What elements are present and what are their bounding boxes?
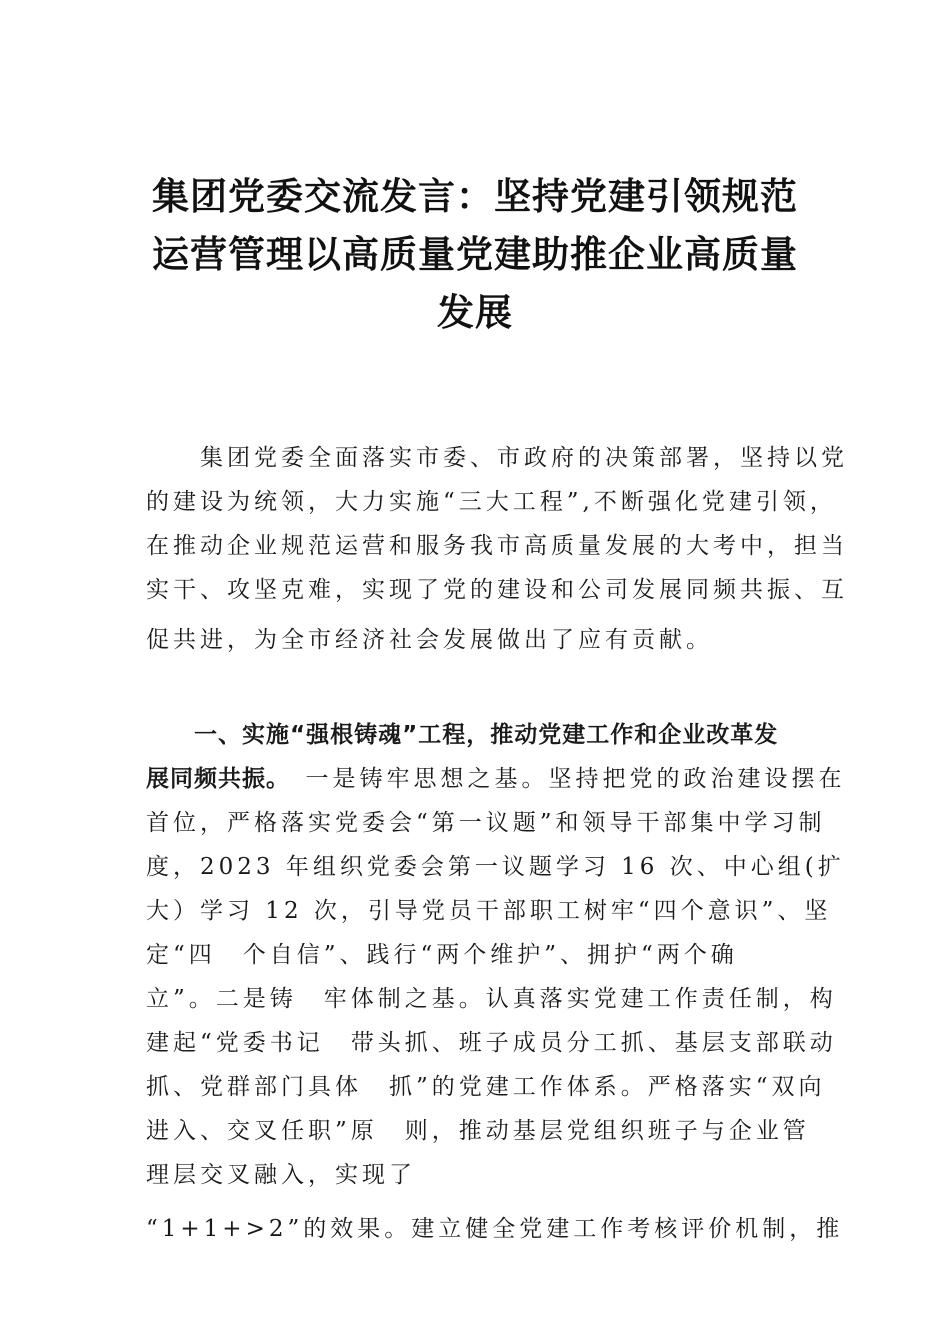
- document-title: [140, 168, 810, 342]
- section-1-heading-part-2: 展同频共振。: [146, 766, 279, 792]
- title-line-1: 集团党委交流发言：坚持党建引领规范: [152, 175, 798, 218]
- section-1-line-3: 首位，严格落实党委会“第一议题”和领导干部集中学习制: [146, 810, 826, 836]
- section-1-heading-line-1: [146, 713, 812, 757]
- intro-line-3: 在推动企业规范运营和服务我市高质量发展的大考中，担当: [146, 533, 848, 559]
- title-line-3: 发展: [437, 291, 513, 334]
- section-1-line-12: “1+1+>2”的效果。建立健全党建工作考核评价机制，推: [146, 1216, 844, 1242]
- intro-paragraph: [146, 436, 848, 662]
- intro-line-2: 的建设为统领，大力实施“三大工程”,不断强化党建引领，: [146, 489, 837, 515]
- section-1-line-10: 进入、交叉任职”原 则，推动基层党组织班子与企业管: [146, 1118, 810, 1144]
- section-1-line-8: 建起“党委书记 带头抓、班子成员分工抓、基层支部联动: [146, 1030, 837, 1056]
- section-1-paragraph: [146, 713, 846, 1251]
- intro-line-1: 集团党委全面落实市委、市政府的决策部署，坚持以党: [146, 445, 848, 471]
- intro-line-4: 实干、攻坚克难，实现了党的建设和公司发展同频共振、互: [146, 577, 848, 603]
- title-line-2: 运营管理以高质量党建助推企业高质量: [152, 233, 798, 276]
- section-1-line-2-text: 一是铸牢思想之基。坚持把党的政治建设摆在: [278, 766, 846, 792]
- section-1-line-9: 抓、党群部门具体 抓”的党建工作体系。严格落实“双向: [146, 1074, 826, 1100]
- section-1-heading-part-1: 一、实施“强根铸魂”工程，推动党建工作和企业改革发: [146, 722, 779, 748]
- section-1-line-2: [146, 757, 846, 801]
- section-1-line-7: 立”。二是铸 牢体制之基。认真落实党建工作责任制，构: [146, 986, 837, 1012]
- section-1-line-11: 理层交叉融入，实现了: [146, 1162, 416, 1188]
- intro-line-5: 促共进，为全市经济社会发展做出了应有贡献。: [146, 627, 713, 653]
- section-1-line-5: 大）学习 12 次，引导党员干部职工树牢“四个意识”、坚: [146, 898, 832, 924]
- section-1-line-4: 度，2023 年组织党委会第一议题学习 16 次、中心组(扩: [146, 854, 845, 880]
- section-1-line-6: 定“四 个自信”、践行“两个维护”、拥护“两个确: [146, 942, 738, 968]
